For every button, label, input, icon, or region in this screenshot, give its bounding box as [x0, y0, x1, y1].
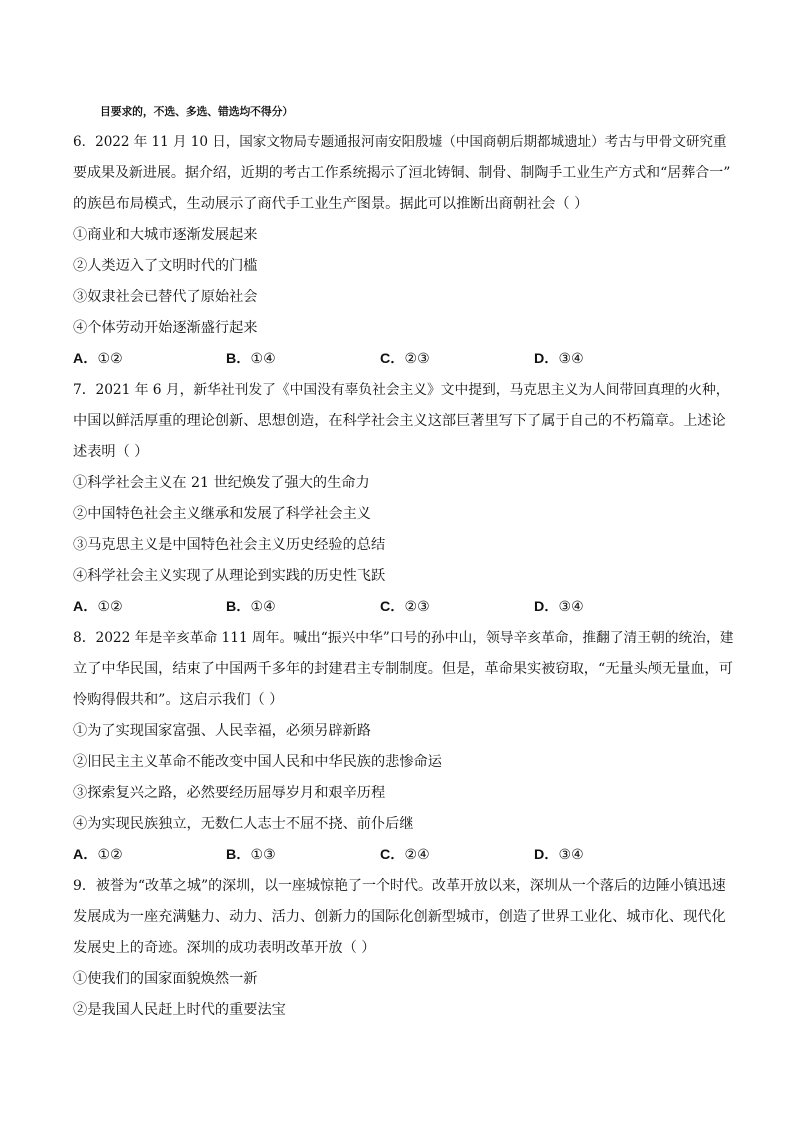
answer-option[interactable] — [226, 840, 276, 871]
answer-option[interactable] — [380, 840, 430, 871]
option-letter: A． — [73, 599, 98, 615]
question-stem-line: 9．被誉为“改革之城”的深圳，以一座城惊艳了一个时代。改革开放以来，深圳从一个落后的边陲小镇迅速 — [73, 878, 726, 894]
statement-item: ④为实现民族独立，无数仁人志士不屈不挠、前仆后继 — [73, 816, 414, 832]
question-stem-line: 8．2022 年是辛亥革命 111 周年。喊出“振兴中华”口号的孙中山，领导辛亥革命，推翻了清王朝的统治，建 — [73, 630, 734, 646]
option-letter: D． — [534, 599, 559, 615]
question-block — [73, 375, 733, 623]
option-text: ③④ — [558, 351, 584, 367]
option-letter: C． — [380, 847, 405, 863]
option-text: ③④ — [558, 847, 584, 863]
question-block — [73, 871, 733, 1026]
question-stem-line: 6．2022 年 11 月 10 日，国家文物局专题通报河南安阳殷墟（中国商朝后期都城遗址）考古与甲骨文研究重 — [73, 134, 727, 150]
option-letter: A． — [73, 847, 98, 863]
option-letter: C． — [380, 351, 405, 367]
statement-item: ①科学社会主义在 21 世纪焕发了强大的生命力 — [73, 475, 370, 491]
option-letter: B． — [226, 599, 251, 615]
statement-item: ③马克思主义是中国特色社会主义历史经验的总结 — [73, 537, 386, 553]
option-letter: B． — [226, 351, 251, 367]
answer-option[interactable] — [534, 840, 584, 871]
answer-option[interactable] — [380, 344, 430, 375]
option-text: ①② — [97, 351, 123, 367]
option-letter: D． — [534, 847, 559, 863]
question-stem-line: 述表明（ ） — [73, 444, 149, 460]
answer-choices — [73, 344, 733, 375]
statement-item: ②是我国人民赶上时代的重要法宝 — [73, 1002, 286, 1018]
option-text: ②③ — [404, 599, 430, 615]
answer-option[interactable] — [534, 344, 584, 375]
option-text: ②④ — [404, 847, 430, 863]
option-text: ①② — [97, 847, 123, 863]
statement-item: ④科学社会主义实现了从理论到实践的历史性飞跃 — [73, 568, 386, 584]
statement-item: ①使我们的国家面貌焕然一新 — [73, 971, 258, 987]
statement-item: ①为了实现国家富强、人民幸福，必须另辟新路 — [73, 723, 371, 739]
statement-item: ①商业和大城市逐渐发展起来 — [73, 227, 258, 243]
answer-option[interactable] — [226, 344, 276, 375]
statement-item: ③探索复兴之路，必然要经历屈辱岁月和艰辛历程 — [73, 785, 386, 801]
option-letter: B． — [226, 847, 251, 863]
option-text: ①④ — [250, 351, 276, 367]
question-stem-line: 的族邑布局模式，生动展示了商代手工业生产图景。据此可以推断出商朝社会（ ） — [73, 196, 589, 212]
option-text: ①④ — [250, 599, 276, 615]
question-stem-line: 发展成为一座充满魅力、动力、活力、创新力的国际化创新型城市，创造了世界工业化、城市化、现代化 — [73, 909, 726, 925]
statement-item: ③奴隶社会已替代了原始社会 — [73, 289, 258, 305]
answer-option[interactable] — [73, 840, 123, 871]
option-text: ①② — [97, 599, 123, 615]
option-text: ③④ — [558, 599, 584, 615]
question-content — [73, 96, 733, 1026]
question-block — [73, 623, 733, 871]
option-text: ②③ — [404, 351, 430, 367]
question-stem-line: 立了中华民国，结束了中国两千多年的封建君主专制制度。但是，革命果实被窃取，“无量头颅无量血，可 — [73, 661, 733, 677]
option-letter: D． — [534, 351, 559, 367]
answer-option[interactable] — [534, 592, 584, 623]
statement-item: ②旧民主主义革命不能改变中国人民和中华民族的悲惨命运 — [73, 754, 442, 770]
option-letter: A． — [73, 351, 98, 367]
answer-option[interactable] — [73, 592, 123, 623]
statement-item: ④个体劳动开始逐渐盛行起来 — [73, 320, 258, 336]
answer-choices — [73, 592, 733, 623]
question-stem-line: 7．2021 年 6 月，新华社刊发了《中国没有辜负社会主义》文中提到，马克思主义为人间带回真理的火种， — [73, 382, 730, 398]
option-text: ①③ — [250, 847, 276, 863]
statement-item: ②人类迈入了文明时代的门槛 — [73, 258, 258, 274]
answer-option[interactable] — [380, 592, 430, 623]
answer-option[interactable] — [226, 592, 276, 623]
question-stem-line: 怜购得假共和”。这启示我们（ ） — [73, 692, 284, 708]
answer-option[interactable] — [73, 344, 123, 375]
statement-item: ②中国特色社会主义继承和发展了科学社会主义 — [73, 506, 371, 522]
question-block — [73, 127, 733, 375]
instruction-tail: 目要求的，不选、多选、错选均不得分） — [100, 105, 294, 118]
question-stem-line: 中国以鲜活厚重的理论创新、思想创造，在科学社会主义这部巨著里写下了属于自己的不朽篇章。上述论 — [73, 413, 726, 429]
question-stem-line: 发展史上的奇迹。深圳的成功表明改革开放（ ） — [73, 940, 376, 956]
option-letter: C． — [380, 599, 405, 615]
answer-choices — [73, 840, 733, 871]
question-stem-line: 要成果及新进展。据介绍，近期的考古工作系统揭示了洹北铸铜、制骨、制陶手工业生产方式和“居葬合一” — [73, 165, 731, 181]
